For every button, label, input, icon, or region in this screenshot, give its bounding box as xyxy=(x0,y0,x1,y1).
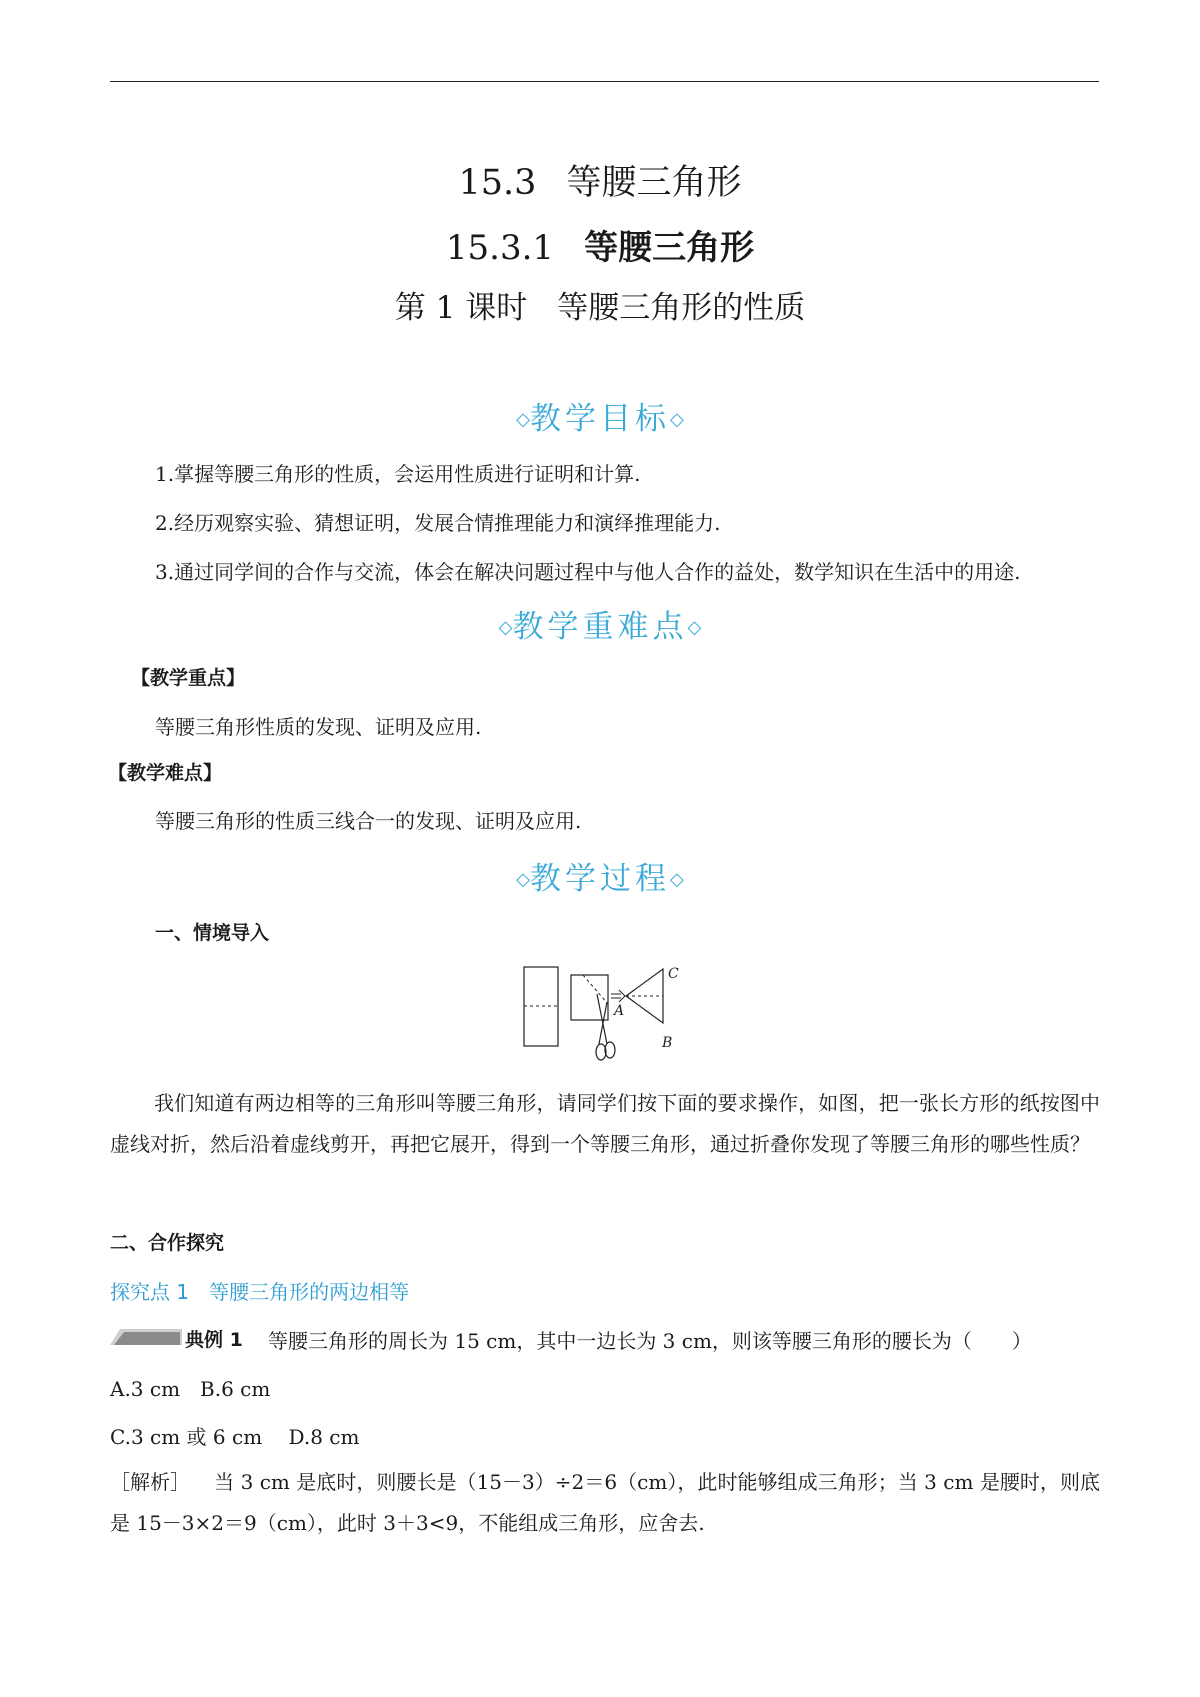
options-line-1: A.3 cm B.6 cm xyxy=(110,1377,271,1401)
focus-label: 【教学重点】 xyxy=(131,667,246,689)
explore-point-title: 探究点 1 等腰三角形的两边相等 xyxy=(110,1280,410,1304)
objective-item: 2.经历观察实验、猜想证明，发展合情推理能力和演绎推理能力. xyxy=(155,511,721,535)
difficulty-label: 【教学难点】 xyxy=(108,762,223,784)
objectives-heading-text: 教学目标 xyxy=(530,401,670,437)
key-points-heading-text: 教学重难点 xyxy=(512,609,688,645)
lesson-name: 等腰三角形的性质 xyxy=(557,290,806,326)
section-title xyxy=(0,155,1200,205)
paper-folding-figure xyxy=(515,958,695,1068)
label-c: C xyxy=(668,966,679,982)
key-points-heading xyxy=(0,601,1200,646)
rectangle-paper xyxy=(524,967,558,1046)
diamond-icon: ◇ xyxy=(498,617,513,638)
objectives-heading xyxy=(0,393,1200,438)
scissors-icon xyxy=(596,994,615,1060)
subsection-number: 15.3.1 xyxy=(445,228,555,268)
diamond-icon: ◇ xyxy=(670,409,684,430)
difficulty-text: 等腰三角形的性质三线合一的发现、证明及应用. xyxy=(155,809,582,833)
label-b: B xyxy=(662,1035,673,1051)
process-heading-text: 教学过程 xyxy=(530,861,670,897)
lesson-number: 第 1 课时 xyxy=(394,290,528,326)
diamond-icon: ◇ xyxy=(670,869,684,890)
objective-item: 1.掌握等腰三角形的性质，会运用性质进行证明和计算. xyxy=(155,462,641,486)
arrow-icon xyxy=(611,990,625,1002)
diamond-icon: ◇ xyxy=(687,617,702,638)
part2-title: 二、合作探究 xyxy=(110,1232,225,1254)
example-question: 等腰三角形的周长为 15 cm，其中一边长为 3 cm，则该等腰三角形的腰长为（ ） xyxy=(268,1329,1032,1353)
part1-title: 一、情境导入 xyxy=(155,922,270,944)
focus-text: 等腰三角形性质的发现、证明及应用. xyxy=(155,715,482,739)
subsection-title xyxy=(0,220,1200,269)
diamond-icon: ◇ xyxy=(516,409,530,430)
objective-item: 3.通过同学间的合作与交流，体会在解决问题过程中与他人合作的益处，数学知识在生活中的用途. xyxy=(155,560,1021,584)
cut-line xyxy=(583,975,608,1004)
example-label: 典例 1 xyxy=(185,1329,243,1351)
process-heading xyxy=(0,853,1200,898)
lesson-title xyxy=(0,282,1200,327)
section-number: 15.3 xyxy=(458,163,537,203)
diamond-icon: ◇ xyxy=(516,869,530,890)
analysis-text: 当 3 cm 是底时，则腰长是（15－3）÷2＝6（cm），此时能够组成三角形；当 3 cm 是腰时，则底是 15－3×2＝9（cm），此时 3＋3<9，不能组成三角形，应舍去. xyxy=(110,1470,1100,1535)
analysis xyxy=(110,1462,1100,1544)
label-a: A xyxy=(614,1003,625,1019)
options-line-2: C.3 cm 或 6 cm D.8 cm xyxy=(110,1425,360,1449)
analysis-label: ［解析］ xyxy=(110,1470,191,1494)
example-marker-icon xyxy=(110,1327,182,1347)
intro-paragraph: 我们知道有两边相等的三角形叫等腰三角形，请同学们按下面的要求操作，如图，把一张长方形的纸按图中虚线对折，然后沿着虚线剪开，再把它展开，得到一个等腰三角形，通过折叠你发现了等腰三角形的哪些性质？ xyxy=(110,1091,1100,1156)
section-name: 等腰三角形 xyxy=(566,163,742,203)
folded-paper xyxy=(571,975,608,1020)
header-rule xyxy=(110,81,1099,82)
subsection-name: 等腰三角形 xyxy=(584,228,755,268)
